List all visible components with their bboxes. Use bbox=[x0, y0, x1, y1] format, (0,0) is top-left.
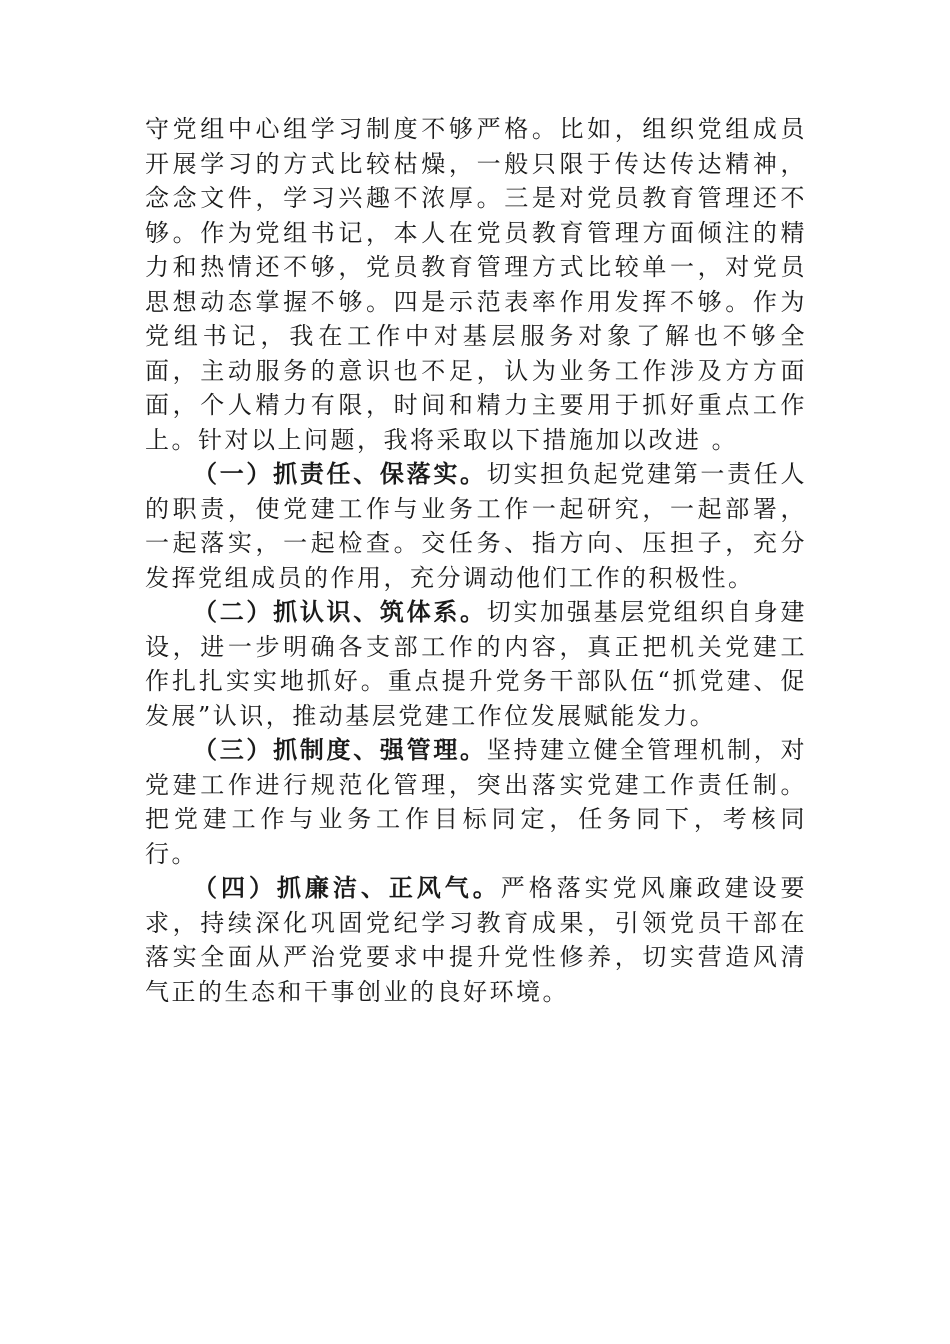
measure-heading: （二）抓认识、筑体系。 bbox=[193, 597, 487, 626]
paragraph-intro bbox=[145, 112, 807, 457]
paragraph-measure-2 bbox=[145, 595, 807, 733]
paragraph-text: 切实担负起党建第一责任人的职责，使党建工作与业务工作一起研究，一起部署，一起落实，一起检查。交任务、指方向、压担子，充分发挥党组成员的作用，充分调动他们工作的积极性。 bbox=[145, 460, 807, 592]
measure-heading: （三）抓制度、强管理。 bbox=[193, 735, 487, 764]
measure-heading: （一）抓责任、保落实。 bbox=[193, 459, 487, 488]
paragraph-text: 切实加强基层党组织自身建设，进一步明确各支部工作的内容，真正把机关党建工作扎扎实实地抓好。重点提升党务干部队伍“抓党建、促发展”认识，推动基层党建工作位发展赋能发力。 bbox=[145, 598, 807, 730]
paragraph-measure-3 bbox=[145, 733, 807, 871]
paragraph-measure-1 bbox=[145, 457, 807, 595]
paragraph-text: 守党组中心组学习制度不够严格。比如，组织党组成员开展学习的方式比较枯燥，一般只限于传达传达精神，念念文件，学习兴趣不浓厚。三是对党员教育管理还不够。作为党组书记，本人在党员教育管理方面倾注的精力和热情还不够，党员教育管理方式比较单一，对党员思想动态掌握不够。四是示范表率作用发挥不够。作为党组书记，我在工作中对基层服务对象了解也不够全面，主动服务的意识也不足，认为业务工作涉及方方面面，个人精力有限，时间和精力主要用于抓好重点工作上。针对以上问题，我将采取以下措施加以改进 。 bbox=[145, 115, 807, 454]
measure-heading: （四）抓廉洁、正风气。 bbox=[193, 873, 501, 902]
paragraph-text: 严格落实党风廉政建设要求，持续深化巩固党纪学习教育成果，引领党员干部在落实全面从严治党要求中提升党性修养，切实营造风清气正的生态和干事创业的良好环境。 bbox=[145, 874, 808, 1006]
paragraph-measure-4 bbox=[145, 871, 807, 1009]
paragraph-text: 坚持建立健全管理机制，对党建工作进行规范化管理，突出落实党建工作责任制。把党建工作与业务工作目标同定，任务同下，考核同行。 bbox=[145, 736, 807, 868]
document-body bbox=[145, 112, 807, 1009]
